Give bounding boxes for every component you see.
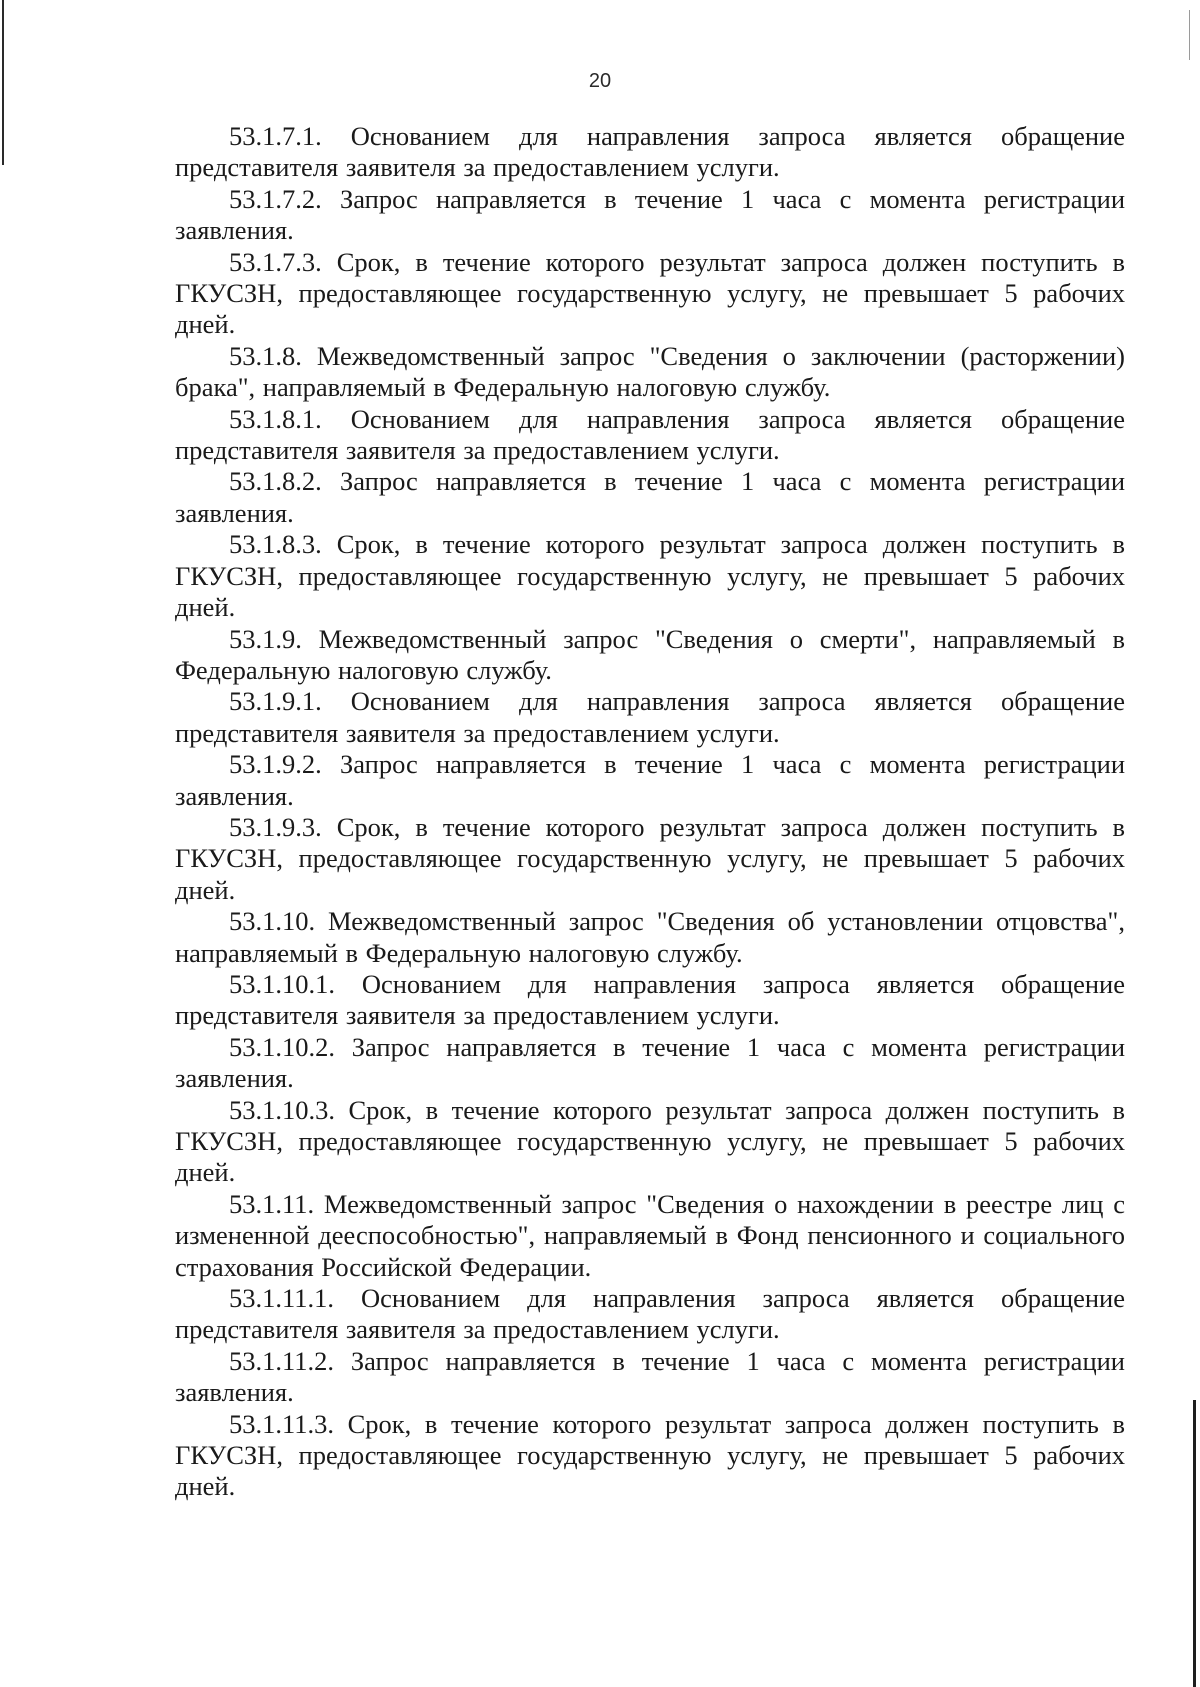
paragraph-53-1-9: 53.1.9. Межведомственный запрос "Сведения о смерти", направляемый в Федеральную налоговую службу.	[175, 623, 1125, 685]
paragraph-53-1-10: 53.1.10. Межведомственный запрос "Сведения об установлении отцовства", направляемый в Федеральную налоговую службу.	[175, 906, 1125, 968]
paragraph-53-1-10-1: 53.1.10.1. Основанием для направления запроса является обращение представителя заявителя за предоставлением услуги.	[175, 968, 1125, 1031]
paragraph-53-1-7-3: 53.1.7.3. Срок, в течение которого результат запроса должен поступить в ГКУСЗН, предоставляющее государственную услугу, не превышает 5 рабочих дней.	[175, 246, 1125, 340]
paragraph-53-1-11: 53.1.11. Межведомственный запрос "Сведения о нахождении в реестре лиц с измененной дееспособностью", направляемый в Фонд пенсионного и социального страхования Российской Федерации.	[175, 1188, 1125, 1282]
page-number: 20	[588, 70, 612, 92]
paragraph-53-1-8-2: 53.1.8.2. Запрос направляется в течение 1 часа с момента регистрации заявления.	[175, 466, 1125, 528]
scan-edge-right	[1193, 1400, 1196, 1687]
paragraph-53-1-9-2: 53.1.9.2. Запрос направляется в течение 1 часа с момента регистрации заявления.	[175, 749, 1125, 811]
scan-edge-right-top	[1189, 10, 1190, 60]
paragraph-53-1-11-1: 53.1.11.1. Основанием для направления запроса является обращение представителя заявителя за предоставлением услуги.	[175, 1283, 1125, 1345]
paragraph-53-1-8: 53.1.8. Межведомственный запрос "Сведения о заключении (расторжении) брака", направляемый в Федеральную налоговую службу.	[175, 340, 1125, 403]
paragraph-53-1-9-3: 53.1.9.3. Срок, в течение которого результат запроса должен поступить в ГКУСЗН, предоставляющее государственную услугу, не превышает 5 рабочих дней.	[175, 811, 1125, 905]
paragraph-53-1-10-2: 53.1.10.2. Запрос направляется в течение 1 часа с момента регистрации заявления.	[175, 1031, 1125, 1094]
document-body	[175, 121, 1125, 1503]
paragraph-53-1-11-2: 53.1.11.2. Запрос направляется в течение 1 часа с момента регистрации заявления.	[175, 1345, 1125, 1408]
paragraph-53-1-7-2: 53.1.7.2. Запрос направляется в течение 1 часа с момента регистрации заявления.	[175, 183, 1125, 246]
paragraph-53-1-7-1: 53.1.7.1. Основанием для направления запроса является обращение представителя заявителя за предоставлением услуги.	[175, 121, 1125, 183]
paragraph-53-1-8-1: 53.1.8.1. Основанием для направления запроса является обращение представителя заявителя за предоставлением услуги.	[175, 403, 1125, 466]
paragraph-53-1-10-3: 53.1.10.3. Срок, в течение которого результат запроса должен поступить в ГКУСЗН, предоставляющее государственную услугу, не превышает 5 рабочих дней.	[175, 1094, 1125, 1188]
paragraph-53-1-9-1: 53.1.9.1. Основанием для направления запроса является обращение представителя заявителя за предоставлением услуги.	[175, 686, 1125, 748]
paragraph-53-1-8-3: 53.1.8.3. Срок, в течение которого результат запроса должен поступить в ГКУСЗН, предоставляющее государственную услугу, не превышает 5 рабочих дней.	[175, 529, 1125, 623]
paragraph-53-1-11-3: 53.1.11.3. Срок, в течение которого результат запроса должен поступить в ГКУСЗН, предоставляющее государственную услугу, не превышает 5 рабочих дней.	[175, 1408, 1125, 1502]
